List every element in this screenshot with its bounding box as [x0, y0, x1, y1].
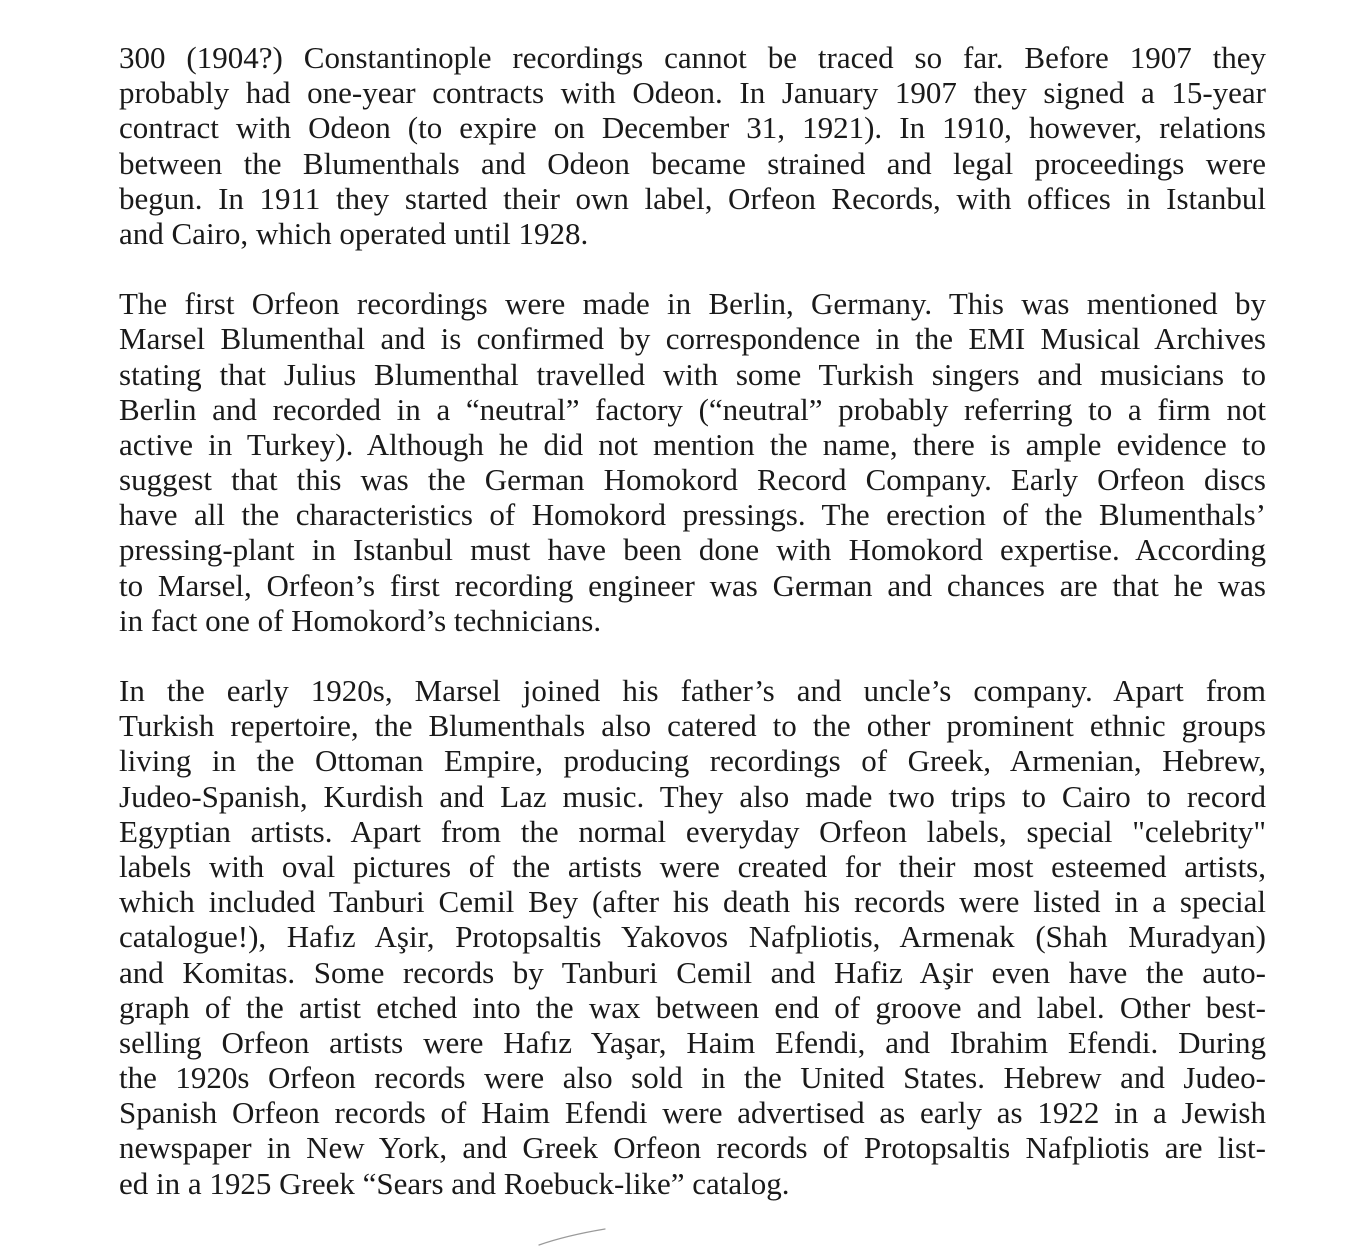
text-line: graph of the artist etched into the wax between end of groove and label. Other best-: [119, 989, 1266, 1025]
paragraph-1: [119, 40, 1266, 251]
text-line: pressing-plant in Istanbul must have been done with Homokord expertise. According: [119, 532, 1266, 568]
text-line: living in the Ottoman Empire, producing recordings of Greek, Armenian, Hebrew,: [119, 743, 1266, 779]
text-line: probably had one-year contracts with Odeon. In January 1907 they signed a 15-year: [119, 75, 1266, 111]
text-line: newspaper in New York, and Greek Orfeon records of Protopsaltis Nafpliotis are list-: [119, 1130, 1266, 1166]
text-line: the 1920s Orfeon records were also sold in the United States. Hebrew and Judeo-: [119, 1060, 1266, 1096]
text-line: begun. In 1911 they started their own label, Orfeon Records, with offices in Istanbul: [119, 180, 1266, 216]
text-line: Turkish repertoire, the Blumenthals also catered to the other prominent ethnic groups: [119, 708, 1266, 744]
text-line: in fact one of Homokord’s technicians.: [119, 602, 602, 638]
text-line: Marsel Blumenthal and is confirmed by correspondence in the EMI Musical Archives: [119, 321, 1266, 357]
text-line: and Cairo, which operated until 1928.: [119, 215, 589, 251]
text-line: Egyptian artists. Apart from the normal everyday Orfeon labels, special "celebrity": [119, 813, 1266, 849]
text-line: contract with Odeon (to expire on December 31, 1921). In 1910, however, relations: [119, 110, 1266, 146]
text-line: Berlin and recorded in a “neutral” factory (“neutral” probably referring to a firm not: [119, 391, 1266, 427]
text-line: selling Orfeon artists were Hafız Yaşar, Haim Efendi, and Ibrahim Efendi. During: [119, 1024, 1266, 1060]
text-line: catalogue!), Hafız Aşir, Protopsaltis Yakovos Nafpliotis, Armenak (Shah Muradyan): [119, 919, 1266, 955]
text-line: which included Tanburi Cemil Bey (after his death his records were listed in a special: [119, 884, 1266, 920]
text-line: stating that Julius Blumenthal travelled with some Turkish singers and musicians to: [119, 356, 1266, 392]
text-line: active in Turkey). Although he did not mention the name, there is ample evidence to: [119, 426, 1266, 462]
document-page: [119, 40, 1266, 1236]
text-line: Judeo-Spanish, Kurdish and Laz music. They also made two trips to Cairo to record: [119, 778, 1266, 814]
text-line: Spanish Orfeon records of Haim Efendi were advertised as early as 1922 in a Jewish: [119, 1095, 1266, 1131]
paragraph-3: [119, 673, 1266, 1201]
text-line: have all the characteristics of Homokord pressings. The erection of the Blumenthals’: [119, 497, 1266, 533]
text-line: The first Orfeon recordings were made in Berlin, Germany. This was mentioned by: [119, 286, 1266, 322]
text-line: and Komitas. Some records by Tanburi Cemil and Hafiz Aşir even have the auto-: [119, 954, 1266, 990]
text-line: ed in a 1925 Greek “Sears and Roebuck-like” catalog.: [119, 1165, 790, 1201]
paragraph-2: [119, 286, 1266, 638]
text-line: to Marsel, Orfeon’s first recording engineer was German and chances are that he was: [119, 567, 1266, 603]
text-line: suggest that this was the German Homokord Record Company. Early Orfeon discs: [119, 462, 1266, 498]
text-line: 300 (1904?) Constantinople recordings cannot be traced so far. Before 1907 they: [119, 40, 1266, 75]
text-line: In the early 1920s, Marsel joined his father’s and uncle’s company. Apart from: [119, 673, 1266, 708]
pencil-mark: [537, 1226, 607, 1248]
text-line: labels with oval pictures of the artists were created for their most esteemed artists,: [119, 848, 1266, 884]
text-line: between the Blumenthals and Odeon became strained and legal proceedings were: [119, 145, 1266, 181]
